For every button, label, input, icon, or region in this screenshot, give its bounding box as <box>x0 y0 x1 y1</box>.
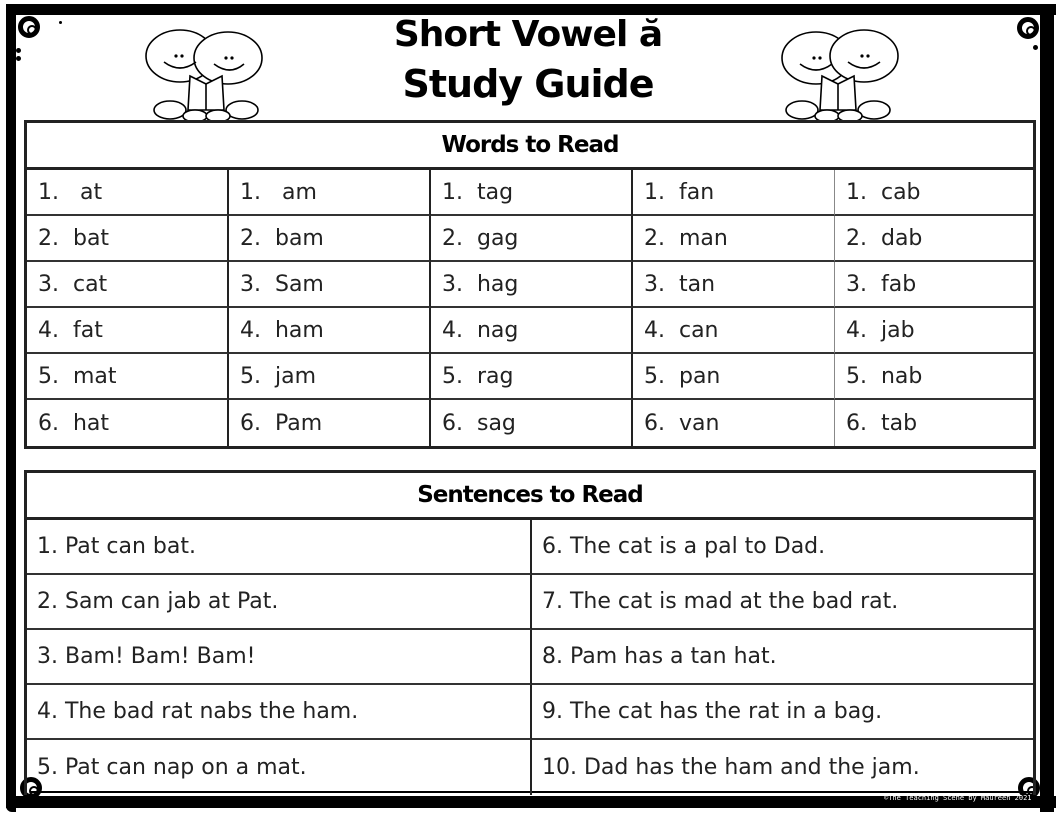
word-cell: 4. jab <box>835 308 1033 354</box>
word-cell: 5. rag <box>431 354 633 400</box>
word-cell: 4. nag <box>431 308 633 354</box>
words-grid <box>27 170 1033 446</box>
word-cell: 6. hat <box>27 400 229 446</box>
sentences-to-read-heading: Sentences to Read <box>27 473 1033 520</box>
word-cell: 5. jam <box>229 354 431 400</box>
sentence-cell: 3. Bam! Bam! Bam! <box>27 630 532 685</box>
words-to-read-table <box>24 120 1036 449</box>
word-cell: 3. fab <box>835 262 1033 308</box>
sentence-cell: 2. Sam can jab at Pat. <box>27 575 532 630</box>
word-cell: 6. sag <box>431 400 633 446</box>
sentence-cell: 7. The cat is mad at the bad rat. <box>532 575 1033 630</box>
word-cell: 3. hag <box>431 262 633 308</box>
word-cell: 6. van <box>633 400 835 446</box>
sentences-grid <box>27 520 1033 795</box>
copyright-credit: ©The Teaching Scene by Maureen 2021 <box>884 794 1032 802</box>
word-cell: 5. pan <box>633 354 835 400</box>
words-to-read-heading: Words to Read <box>27 123 1033 170</box>
dot-ornament-icon <box>16 56 21 61</box>
word-cell: 1. tag <box>431 170 633 216</box>
page-title: Short Vowel ă <box>393 14 663 55</box>
word-cell: 3. tan <box>633 262 835 308</box>
word-cell: 4. ham <box>229 308 431 354</box>
sentence-cell: 8. Pam has a tan hat. <box>532 630 1033 685</box>
sentence-cell: 10. Dad has the ham and the jam. <box>542 755 920 780</box>
sentence-cell: 5. Pat can nap on a mat. <box>27 740 532 795</box>
word-cell: 3. cat <box>27 262 229 308</box>
word-cell: 4. can <box>633 308 835 354</box>
word-cell: 3. Sam <box>229 262 431 308</box>
word-cell: 5. nab <box>835 354 1033 400</box>
word-cell: 6. tab <box>846 410 918 436</box>
sentence-cell: 6. The cat is a pal to Dad. <box>532 520 1033 575</box>
word-cell: 2. man <box>633 216 835 262</box>
sentence-cell: 4. The bad rat nabs the ham. <box>27 685 532 740</box>
sentence-cell: 9. The cat has the rat in a bag. <box>532 685 1033 740</box>
word-cell: 2. bam <box>229 216 431 262</box>
page-border-right <box>1040 4 1054 812</box>
word-cell: 4. fat <box>27 308 229 354</box>
word-cell: 1. fan <box>633 170 835 216</box>
word-cell: 5. mat <box>27 354 229 400</box>
word-cell: 1. at <box>27 170 229 216</box>
word-cell: 1. cab <box>835 170 1033 216</box>
word-cell: 2. dab <box>835 216 1033 262</box>
sentence-cell: 1. Pat can bat. <box>27 520 532 575</box>
sentences-to-read-table <box>24 470 1036 795</box>
word-cell: 2. gag <box>431 216 633 262</box>
word-cell: 1. am <box>229 170 431 216</box>
word-cell: 6. Pam <box>229 400 431 446</box>
word-cell: 2. bat <box>27 216 229 262</box>
page-border-left <box>6 4 16 812</box>
page-subtitle: Study Guide <box>402 62 654 106</box>
